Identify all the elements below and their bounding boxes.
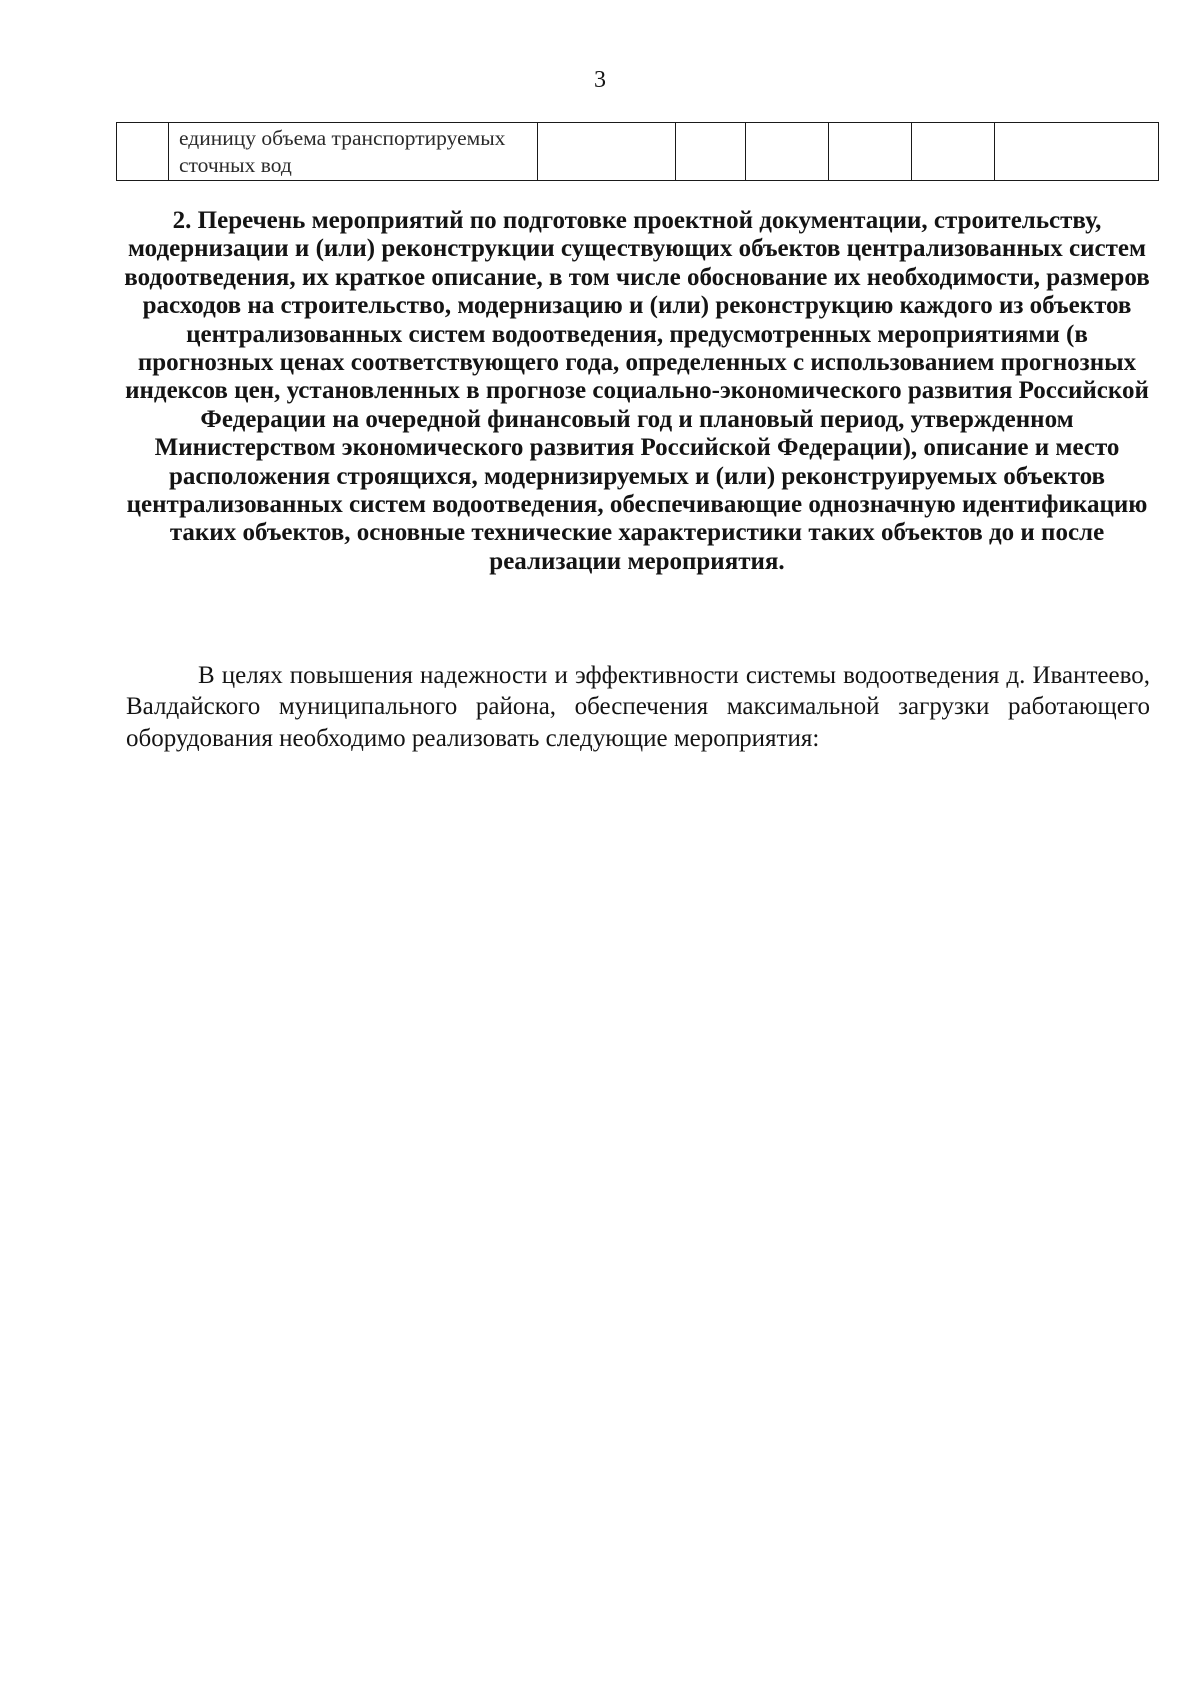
table-cell-description: единицу объема транспортируемых сточных вод	[169, 123, 538, 181]
table-cell	[538, 123, 676, 181]
table-cell	[676, 123, 746, 181]
table-cell-number	[117, 123, 169, 181]
table-cell	[746, 123, 829, 181]
table-row	[117, 123, 1159, 181]
section-heading: 2. Перечень мероприятий по подготовке проектной документации, строительству, модернизации и (или) реконструкции существующих объектов централизованных систем водоотведения, их краткое описание, в том числе обоснование их необходимости, размеров расходов на строительство, модернизацию и (или) реконструкцию каждого из объектов централизованных систем водоотведения, предусмотренных мероприятиями (в прогнозных ценах соответствующего года, определенных с использованием прогнозных индексов цен, установленных в прогнозе социально-экономического развития Российской Федерации на очередной финансовый год и плановый период, утвержденном Министерством экономического развития Российской Федерации), описание и место расположения строящихся, модернизируемых и (или) реконструируемых объектов централизованных систем водоотведения, обеспечивающие однозначную идентификацию таких объектов, основные технические характеристики таких объектов до и после реализации мероприятия.	[124, 207, 1150, 575]
page-number: 3	[594, 67, 606, 93]
continued-table	[116, 122, 1159, 181]
body-paragraph: В целях повышения надежности и эффективности системы водоотведения д. Ивантеево, Валдайского муниципального района, обеспечения максимальной загрузки работающего оборудования необходимо реализовать следующие мероприятия:	[126, 662, 1150, 752]
table-cell	[829, 123, 912, 181]
table-cell	[912, 123, 995, 181]
table-cell	[995, 123, 1159, 181]
